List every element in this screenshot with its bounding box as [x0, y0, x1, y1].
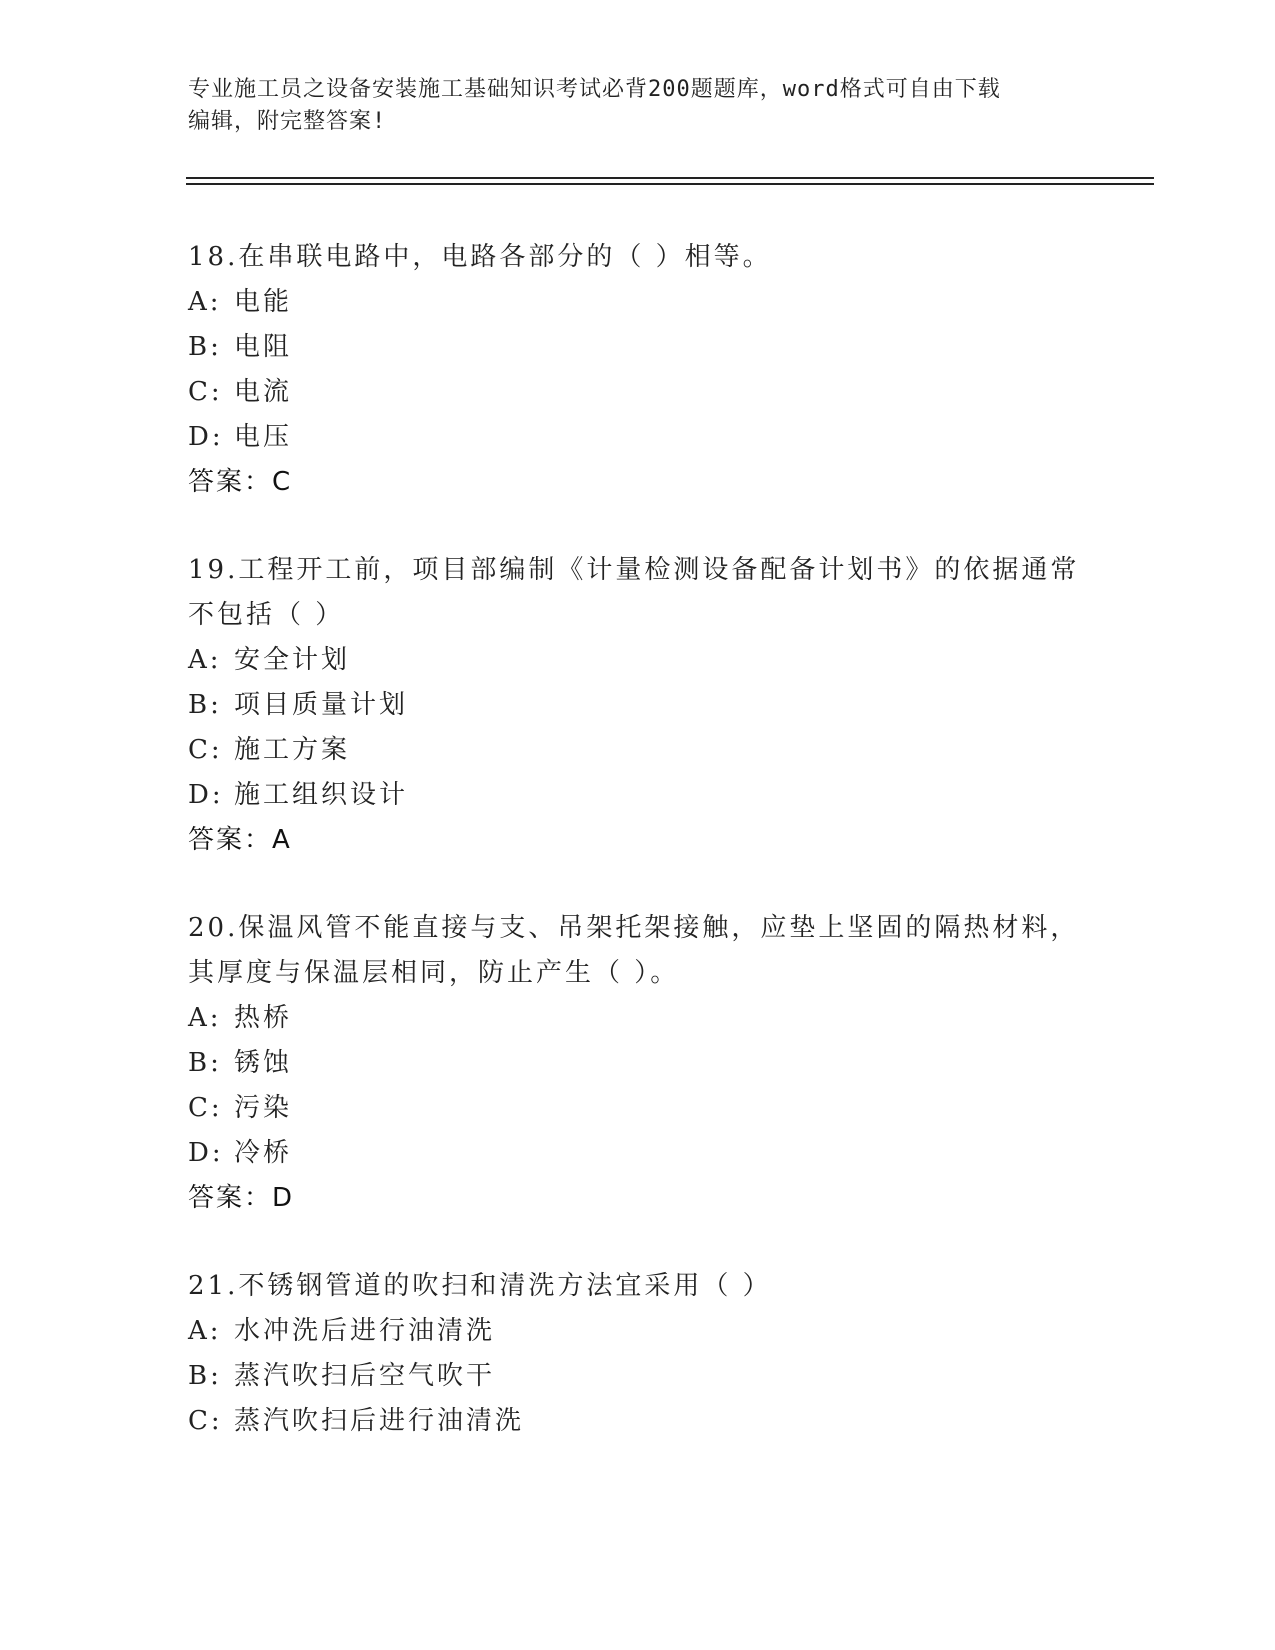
option-letter: B: [188, 1361, 222, 1391]
option-letter: C: [188, 735, 223, 765]
option-d [188, 773, 1088, 818]
option-text: 锈蚀 [234, 1048, 293, 1078]
option-text: 污染 [234, 1093, 293, 1123]
option-letter: A: [188, 287, 222, 317]
header-title-line2: 编辑，附完整答案! [188, 109, 387, 134]
option-letter: C: [188, 377, 223, 407]
option-letter: C: [188, 1406, 223, 1436]
document-header [188, 74, 1088, 138]
option-c [188, 1399, 1088, 1444]
option-text: 蒸汽吹扫后空气吹干 [234, 1361, 496, 1391]
option-text: 电能 [234, 287, 293, 317]
option-text: 冷桥 [234, 1138, 293, 1168]
option-letter: C: [188, 1093, 223, 1123]
option-a [188, 280, 1088, 325]
option-text: 电阻 [234, 332, 293, 362]
option-letter: D: [188, 1138, 224, 1168]
question-text: 20.保温风管不能直接与支、吊架托架接触，应垫上坚固的隔热材料，其厚度与保温层相同，防止产生（ ）。 [188, 913, 1080, 988]
option-letter: A: [188, 1003, 222, 1033]
option-a [188, 996, 1088, 1041]
header-divider-bottom [186, 183, 1154, 185]
option-d [188, 1131, 1088, 1176]
option-b [188, 1354, 1088, 1399]
option-b [188, 683, 1088, 728]
option-text: 项目质量计划 [234, 690, 409, 720]
option-text: 施工组织设计 [234, 780, 409, 810]
header-title-line1: 专业施工员之设备安装施工基础知识考试必背200题题库，word格式可自由下载 [188, 77, 1001, 102]
option-text: 电压 [234, 422, 293, 452]
question-20 [188, 906, 1088, 1221]
question-18 [188, 235, 1088, 505]
option-text: 热桥 [234, 1003, 293, 1033]
option-text: 电流 [234, 377, 293, 407]
option-c [188, 370, 1088, 415]
header-divider-top [186, 177, 1154, 179]
question-list [188, 235, 1088, 1487]
question-19 [188, 548, 1088, 863]
option-a [188, 1309, 1088, 1354]
option-d [188, 415, 1088, 460]
option-text: 安全计划 [234, 645, 351, 675]
option-b [188, 325, 1088, 370]
question-text: 18.在串联电路中，电路各部分的（ ）相等。 [188, 242, 772, 272]
option-text: 水冲洗后进行油清洗 [234, 1316, 496, 1346]
question-21 [188, 1264, 1088, 1444]
option-letter: D: [188, 422, 224, 452]
answer-line: 答案：D [188, 1183, 295, 1213]
answer-line: 答案：A [188, 825, 292, 855]
option-letter: A: [188, 645, 222, 675]
option-letter: B: [188, 690, 222, 720]
question-text: 19.工程开工前，项目部编制《计量检测设备配备计划书》的依据通常不包括（ ） [188, 555, 1080, 630]
option-text: 施工方案 [234, 735, 351, 765]
option-letter: D: [188, 780, 224, 810]
question-text: 21.不锈钢管道的吹扫和清洗方法宜采用（ ） [188, 1271, 772, 1301]
option-letter: B: [188, 1048, 222, 1078]
option-letter: B: [188, 332, 222, 362]
answer-line: 答案：C [188, 467, 293, 497]
option-c [188, 1086, 1088, 1131]
option-b [188, 1041, 1088, 1086]
option-text: 蒸汽吹扫后进行油清洗 [234, 1406, 525, 1436]
option-c [188, 728, 1088, 773]
option-letter: A: [188, 1316, 222, 1346]
option-a [188, 638, 1088, 683]
